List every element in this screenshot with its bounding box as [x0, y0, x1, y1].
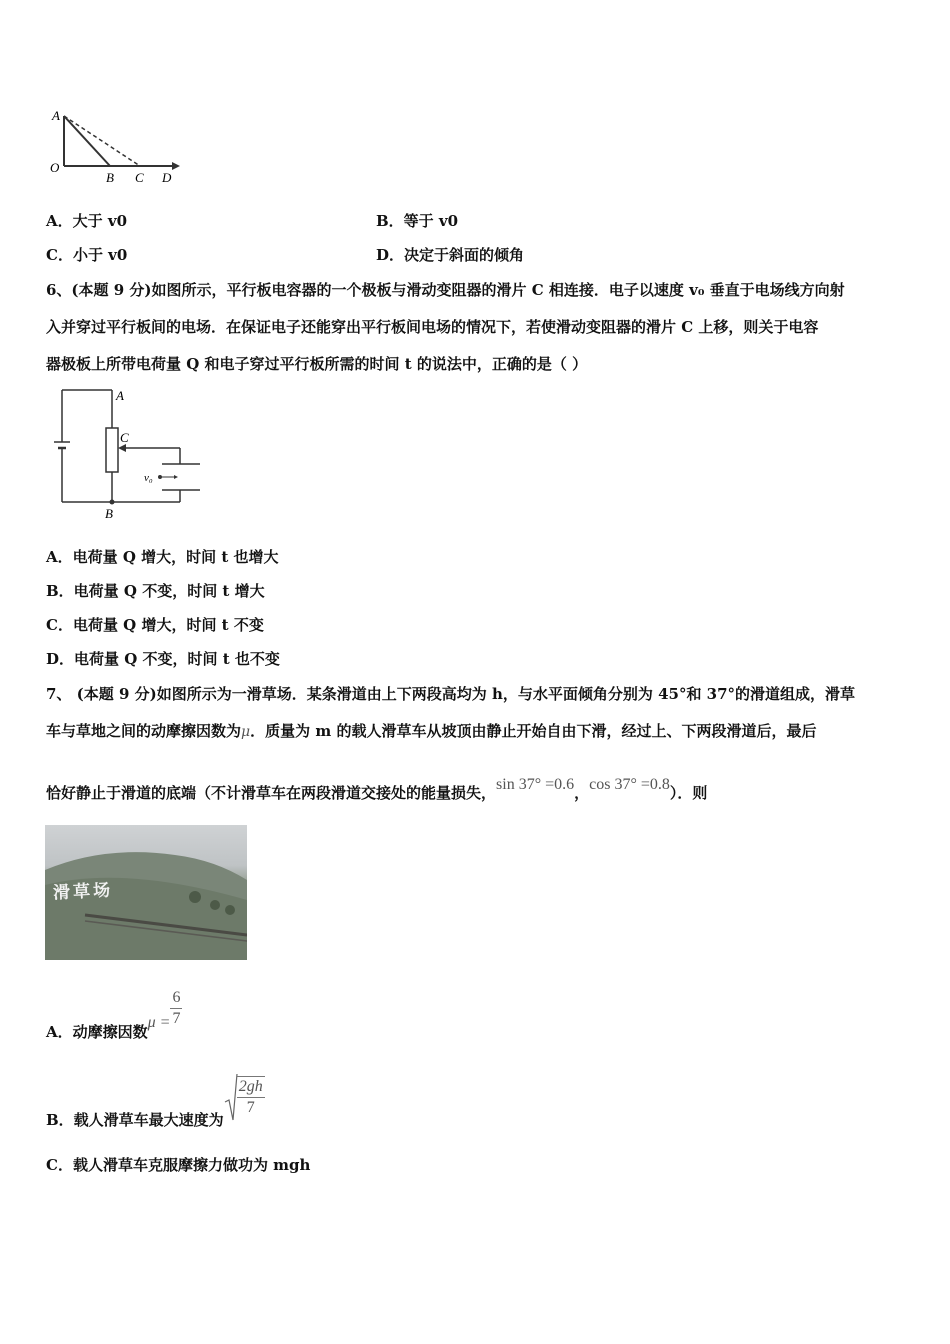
q5-option-b: B．等于 v0: [376, 212, 459, 230]
sqrt-expression: $\frac{2gh}{7}$: [224, 1072, 265, 1122]
q6-option-b: B．电荷量 Q 不变，时间 t 增大: [46, 582, 265, 600]
q6-option-c: C．电荷量 Q 增大，时间 t 不变: [46, 616, 264, 634]
grass-slide-photo: [45, 825, 247, 960]
cos-value: cos 37° =0.8: [589, 776, 670, 793]
q6-stem-line1: 6、(本题 9 分)如图所示，平行板电容器的一个极板与滑动变阻器的滑片 C 相连接．电子以速度 v₀ 垂直于电场线方向射: [46, 281, 845, 299]
q6-stem-line2: 入并穿过平行板间的电场．在保证电子还能穿出平行板间电场的情况下，若使滑动变阻器的滑片 C 上移，则关于电容: [46, 318, 819, 336]
circuit-label-v0: v₀: [144, 472, 153, 484]
q5-option-a: A．大于 v0: [46, 212, 128, 230]
sin-value: sin 37° =0.6: [496, 776, 575, 793]
q6-stem-line3: 器极板上所带电荷量 Q 和电子穿过平行板所需的时间 t 的说法中，正确的是（ ）: [46, 355, 588, 373]
circuit-label-C: C: [120, 430, 129, 445]
label-C: C: [135, 170, 144, 185]
label-B: B: [106, 170, 114, 185]
label-D: D: [162, 170, 172, 185]
label-A: A: [52, 108, 60, 123]
q6-option-d: D．电荷量 Q 不变，时间 t 也不变: [46, 650, 280, 668]
q7-option-a: A．动摩擦因数μ = $\frac{6}{7}$: [46, 989, 181, 1041]
q7-option-b: B．载人滑草车最大速度为 $\frac{2gh}{7}$: [46, 1072, 265, 1122]
q6-option-a: A．电荷量 Q 增大，时间 t 也增大: [46, 548, 279, 566]
q7-stem-line2: 车与草地之间的动摩擦因数为μ．质量为 m 的载人滑草车从坡顶由静止开始自由下滑，经过上、下两段滑道后，最后: [46, 722, 817, 740]
incline-diagram: [44, 104, 184, 186]
circuit-label-B: B: [105, 506, 113, 521]
mu-symbol: μ: [241, 724, 251, 740]
photo-caption: 滑草场: [52, 880, 114, 904]
fraction-6-7: $\frac{6}{7}$: [172, 989, 181, 1027]
q7-stem-line1: 7、 (本题 9 分)如图所示为一滑草场．某条滑道由上下两段高均为 h，与水平面倾角分别为 45°和 37°的滑道组成，滑草: [46, 685, 856, 703]
q5-option-c: C．小于 v0: [46, 246, 128, 264]
label-O: O: [50, 160, 60, 175]
q7-stem-line3: 恰好静止于滑道的底端（不计滑草车在两段滑道交接处的能量损失，sin 37° =0.6，cos 37° =0.8）．则: [46, 776, 708, 802]
circuit-diagram: [50, 384, 210, 522]
q7-option-c: C．载人滑草车克服摩擦力做功为 mgh: [46, 1156, 311, 1174]
circuit-label-A: A: [116, 388, 124, 403]
mu-equals: μ =: [147, 1013, 171, 1031]
q5-option-d: D．决定于斜面的倾角: [376, 246, 525, 264]
